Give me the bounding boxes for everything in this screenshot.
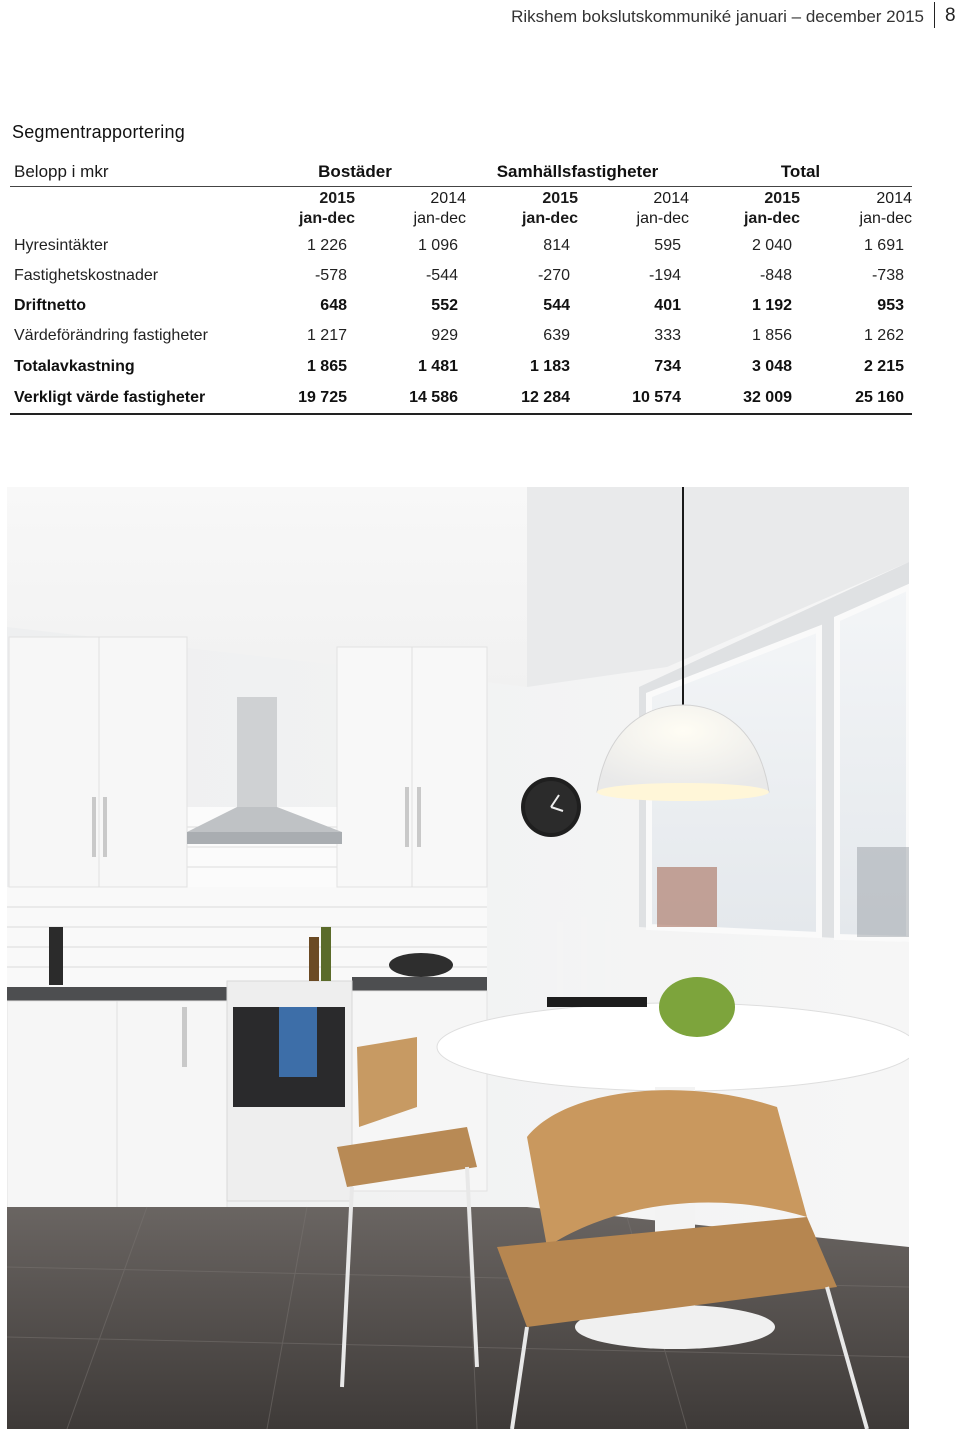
table-row [10, 351, 912, 383]
value-cell: 32 009 [689, 383, 800, 414]
value-cell: 1 096 [417, 237, 458, 254]
period-header: 2015 jan-dec [298, 190, 355, 227]
value-cell: 544 [543, 297, 570, 314]
value-cell: -578 [314, 267, 347, 284]
value-cell: -194 [648, 267, 681, 284]
value-cell: -544 [425, 267, 458, 284]
segment-table [10, 158, 912, 415]
period-header-row [10, 187, 912, 232]
kitchen-photo [7, 487, 909, 1429]
group-total: Total [689, 158, 912, 187]
table-row [10, 321, 912, 351]
row-label: Hyresintäkter [14, 237, 109, 254]
value-cell: 1 691 [863, 237, 904, 254]
value-cell: -738 [871, 267, 904, 284]
value-cell: 25 160 [800, 383, 912, 414]
value-cell: 1 262 [863, 327, 904, 344]
amount-unit-label: Belopp i mkr [10, 158, 244, 187]
value-cell: 552 [431, 297, 458, 314]
value-cell: 734 [654, 358, 681, 375]
value-cell: 1 217 [306, 327, 347, 344]
value-cell: 648 [320, 297, 347, 314]
value-cell: 401 [654, 297, 681, 314]
value-cell: 3 048 [751, 358, 792, 375]
period-header: 2014 jan-dec [413, 190, 466, 227]
period-header: 2014 jan-dec [636, 190, 689, 227]
period-header: 2014 jan-dec [859, 190, 912, 227]
value-cell: 639 [543, 327, 570, 344]
value-cell: 1 226 [306, 237, 347, 254]
row-label: Totalavkastning [14, 358, 135, 375]
value-cell: 2 215 [863, 358, 904, 375]
value-cell: 1 865 [306, 358, 347, 375]
value-cell: 1 192 [751, 297, 792, 314]
document-title: Rikshem bokslutskommuniké januari – december 2015 [511, 7, 924, 26]
value-cell: 814 [543, 237, 570, 254]
value-cell: 1 481 [417, 358, 458, 375]
value-cell: 953 [877, 297, 904, 314]
value-cell: 929 [431, 327, 458, 344]
group-samhallsfastigheter: Samhällsfastigheter [466, 158, 689, 187]
value-cell: 10 574 [578, 383, 689, 414]
value-cell: 14 586 [355, 383, 466, 414]
table-row [10, 261, 912, 291]
value-cell: 1 183 [529, 358, 570, 375]
row-label: Driftnetto [14, 297, 86, 314]
group-header-row [10, 158, 912, 187]
row-label: Verkligt värde fastigheter [10, 383, 244, 414]
header-divider [934, 2, 935, 28]
row-label: Fastighetskostnader [14, 267, 159, 284]
section-title: Segmentrapportering [12, 122, 185, 142]
period-header: 2015 jan-dec [521, 190, 578, 227]
value-cell: -270 [537, 267, 570, 284]
table-row [10, 383, 912, 414]
value-cell: 595 [654, 237, 681, 254]
page-header [0, 0, 960, 36]
page-number: 8 [945, 5, 956, 26]
table-row [10, 291, 912, 321]
value-cell: 1 856 [751, 327, 792, 344]
empty-cell [10, 187, 244, 232]
group-bostader: Bostäder [244, 158, 466, 187]
period-header: 2015 jan-dec [743, 190, 800, 227]
row-label: Värdeförändring fastigheter [14, 327, 208, 344]
value-cell: 12 284 [466, 383, 578, 414]
table-row [10, 231, 912, 261]
value-cell: 19 725 [244, 383, 355, 414]
value-cell: 2 040 [751, 237, 792, 254]
value-cell: 333 [654, 327, 681, 344]
value-cell: -848 [759, 267, 792, 284]
